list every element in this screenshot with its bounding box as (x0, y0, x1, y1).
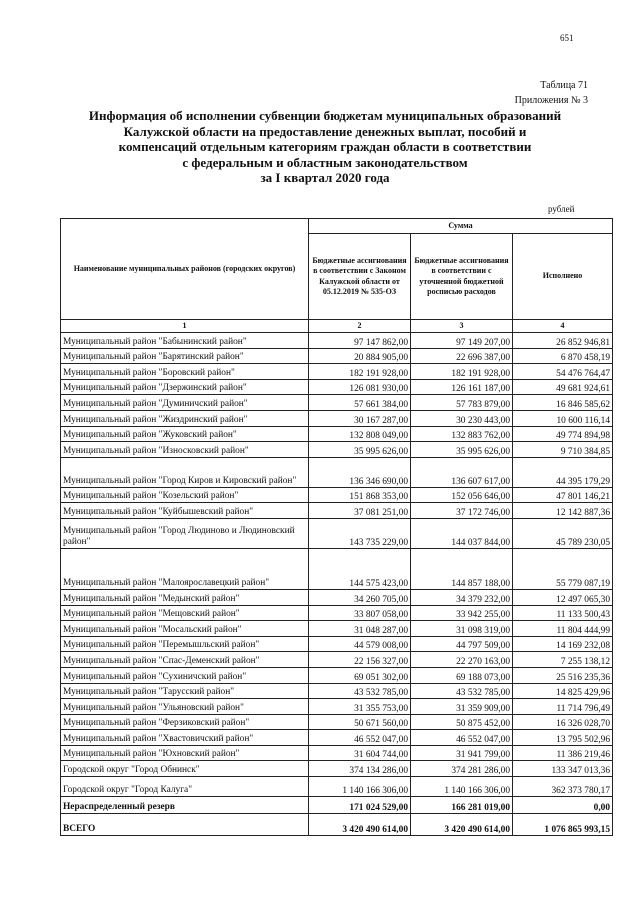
row-budget-law: 143 735 229,00 (309, 518, 411, 548)
table-row (61, 714, 613, 730)
appendix-label: Приложения № 3 (514, 95, 588, 106)
row-budget-law: 43 532 785,00 (309, 683, 411, 699)
row-budget-refined: 182 191 928,00 (411, 364, 513, 380)
row-budget-law: 144 575 423,00 (309, 548, 411, 589)
row-name: Муниципальный район "Тарусский район" (61, 683, 309, 699)
row-executed: 11 133 500,43 (513, 605, 613, 621)
table-row (61, 699, 613, 715)
row-name: Муниципальный район "Спас-Деменский район" (61, 652, 309, 668)
row-budget-refined: 144 857 188,00 (411, 548, 513, 589)
row-budget-law: 69 051 302,00 (309, 667, 411, 683)
row-budget-law: 37 081 251,00 (309, 503, 411, 519)
row-budget-law: 22 156 327,00 (309, 652, 411, 668)
header-col2: Бюджетные ассигнования в соответствии с Законом Калужской области от 05.12.2019 № 535-ОЗ (309, 234, 411, 320)
header-num-4: 4 (513, 320, 613, 333)
row-budget-refined: 43 532 785,00 (411, 683, 513, 699)
row-budget-refined: 31 098 319,00 (411, 621, 513, 637)
subvention-table (60, 218, 613, 836)
header-col4: Исполнено (513, 234, 613, 320)
row-name: Муниципальный район "Перемышльский район" (61, 636, 309, 652)
table-row (61, 683, 613, 699)
row-executed: 11 804 444,99 (513, 621, 613, 637)
table-row (61, 442, 613, 458)
row-executed: 12 142 887,36 (513, 503, 613, 519)
row-executed: 7 255 138,12 (513, 652, 613, 668)
row-budget-refined: 97 149 207,00 (411, 333, 513, 349)
row-executed: 0,00 (513, 797, 613, 814)
table-row (61, 426, 613, 442)
table-row (61, 487, 613, 503)
row-budget-refined: 44 797 509,00 (411, 636, 513, 652)
row-name: Муниципальный район "Барятинский район" (61, 348, 309, 364)
row-budget-refined: 30 230 443,00 (411, 410, 513, 426)
row-budget-refined: 136 607 617,00 (411, 457, 513, 487)
row-budget-law: 31 604 744,00 (309, 745, 411, 761)
row-name: Муниципальный район "Медынский район" (61, 589, 309, 605)
header-col3: Бюджетные ассигнования в соответствии с уточненной бюджетной росписью расходов (411, 234, 513, 320)
row-executed: 49 774 894,98 (513, 426, 613, 442)
row-name: Муниципальный район "Жиздринский район" (61, 410, 309, 426)
row-name: Муниципальный район "Дзержинский район" (61, 379, 309, 395)
row-name: Муниципальный район "Жуковский район" (61, 426, 309, 442)
table-row (61, 410, 613, 426)
row-name: Муниципальный район "Город Киров и Кировский район" (61, 457, 309, 487)
header-sum: Сумма (309, 219, 613, 234)
row-executed: 47 801 146,21 (513, 487, 613, 503)
table-row (61, 379, 613, 395)
row-budget-law: 374 134 286,00 (309, 761, 411, 777)
row-budget-refined: 35 995 626,00 (411, 442, 513, 458)
table-row (61, 777, 613, 797)
row-name: Муниципальный район "Ульяновский район" (61, 699, 309, 715)
row-budget-law: 1 140 166 306,00 (309, 777, 411, 797)
row-budget-law: 20 884 905,00 (309, 348, 411, 364)
row-name: Муниципальный район "Куйбышевский район" (61, 503, 309, 519)
table-row-reserve (61, 797, 613, 814)
table-row (61, 364, 613, 380)
row-budget-law: 46 552 047,00 (309, 730, 411, 746)
table-row (61, 761, 613, 777)
table-label-block (515, 78, 588, 108)
header-num-1: 1 (61, 320, 309, 333)
document-title (60, 108, 590, 186)
title-line: Информация об исполнении субвенции бюджетам муниципальных образований (88, 108, 562, 123)
header-num-3: 3 (411, 320, 513, 333)
row-budget-law: 132 808 049,00 (309, 426, 411, 442)
row-budget-refined: 22 270 163,00 (411, 652, 513, 668)
row-budget-refined: 166 281 019,00 (411, 797, 513, 814)
table-row (61, 605, 613, 621)
row-executed: 1 076 865 993,15 (513, 814, 613, 836)
table-label: Таблица 71 (540, 80, 588, 91)
title-line: за I квартал 2020 года (260, 170, 390, 185)
table-row (61, 621, 613, 637)
row-executed: 45 789 230,05 (513, 518, 613, 548)
row-budget-law: 34 260 705,00 (309, 589, 411, 605)
row-budget-law: 151 868 353,00 (309, 487, 411, 503)
row-name: Муниципальный район "Износковский район" (61, 442, 309, 458)
row-executed: 11 714 796,49 (513, 699, 613, 715)
row-budget-law: 31 048 287,00 (309, 621, 411, 637)
title-line: компенсаций отдельным категориям граждан области в соответствии (118, 139, 532, 154)
row-budget-law: 33 807 058,00 (309, 605, 411, 621)
row-name: Муниципальный район "Ферзиковский район" (61, 714, 309, 730)
row-executed: 362 373 780,17 (513, 777, 613, 797)
row-name: Муниципальный район "Бабынинский район" (61, 333, 309, 349)
row-name: ВСЕГО (61, 814, 309, 836)
row-budget-refined: 69 188 073,00 (411, 667, 513, 683)
row-budget-law: 97 147 862,00 (309, 333, 411, 349)
row-executed: 25 516 235,36 (513, 667, 613, 683)
row-budget-refined: 46 552 047,00 (411, 730, 513, 746)
table-row-total (61, 814, 613, 836)
table-body (61, 333, 613, 836)
title-line: Калужской области на предоставление денежных выплат, пособий и (123, 123, 527, 139)
row-name: Городской округ "Город Обнинск" (61, 761, 309, 777)
row-budget-law: 57 661 384,00 (309, 395, 411, 411)
row-executed: 16 326 028,70 (513, 714, 613, 730)
row-executed: 12 497 065,30 (513, 589, 613, 605)
row-name: Муниципальный район "Козельский район" (61, 487, 309, 503)
row-budget-refined: 144 037 844,00 (411, 518, 513, 548)
table-row (61, 745, 613, 761)
row-executed: 133 347 013,36 (513, 761, 613, 777)
row-executed: 55 779 087,19 (513, 548, 613, 589)
title-line: с федеральным и областным законодательством (182, 154, 468, 170)
row-executed: 13 795 502,96 (513, 730, 613, 746)
table-row (61, 518, 613, 548)
row-budget-refined: 50 875 452,00 (411, 714, 513, 730)
table-row (61, 457, 613, 487)
row-budget-refined: 126 161 187,00 (411, 379, 513, 395)
page-number: 651 (560, 33, 574, 43)
row-executed: 54 476 764,47 (513, 364, 613, 380)
row-budget-refined: 37 172 746,00 (411, 503, 513, 519)
row-executed: 14 169 232,08 (513, 636, 613, 652)
row-budget-law: 35 995 626,00 (309, 442, 411, 458)
row-budget-law: 136 346 690,00 (309, 457, 411, 487)
row-budget-refined: 1 140 166 306,00 (411, 777, 513, 797)
row-budget-refined: 34 379 232,00 (411, 589, 513, 605)
row-budget-refined: 31 359 909,00 (411, 699, 513, 715)
row-budget-law: 50 671 560,00 (309, 714, 411, 730)
row-name: Муниципальный район "Хвастовичский район" (61, 730, 309, 746)
unit-label: рублей (548, 204, 575, 214)
row-budget-refined: 33 942 255,00 (411, 605, 513, 621)
row-name: Городской округ "Город Калуга" (61, 777, 309, 797)
row-budget-law: 182 191 928,00 (309, 364, 411, 380)
row-executed: 44 395 179,29 (513, 457, 613, 487)
row-name: Муниципальный район "Боровский район" (61, 364, 309, 380)
row-executed: 10 600 116,14 (513, 410, 613, 426)
table-row (61, 636, 613, 652)
row-budget-refined: 374 281 286,00 (411, 761, 513, 777)
table-row (61, 652, 613, 668)
row-budget-refined: 152 056 646,00 (411, 487, 513, 503)
row-budget-refined: 31 941 799,00 (411, 745, 513, 761)
row-executed: 6 870 458,19 (513, 348, 613, 364)
row-name: Нераспределенный резерв (61, 797, 309, 814)
row-executed: 11 386 219,46 (513, 745, 613, 761)
row-budget-law: 126 081 930,00 (309, 379, 411, 395)
row-executed: 49 681 924,61 (513, 379, 613, 395)
row-budget-refined: 132 883 762,00 (411, 426, 513, 442)
row-name: Муниципальный район "Думиничский район" (61, 395, 309, 411)
table-row (61, 589, 613, 605)
row-name: Муниципальный район "Малоярославецкий район" (61, 548, 309, 589)
table-row (61, 548, 613, 589)
row-executed: 14 825 429,96 (513, 683, 613, 699)
row-budget-law: 44 579 008,00 (309, 636, 411, 652)
row-executed: 26 852 946,81 (513, 333, 613, 349)
row-budget-refined: 57 783 879,00 (411, 395, 513, 411)
table-row (61, 395, 613, 411)
row-budget-law: 171 024 529,00 (309, 797, 411, 814)
row-name: Муниципальный район "Мещовский район" (61, 605, 309, 621)
row-name: Муниципальный район "Сухиничский район" (61, 667, 309, 683)
header-name: Наименование муниципальных районов (городских округов) (61, 219, 309, 320)
table-row (61, 730, 613, 746)
row-budget-refined: 22 696 387,00 (411, 348, 513, 364)
row-budget-refined: 3 420 490 614,00 (411, 814, 513, 836)
row-name: Муниципальный район "Юхновский район" (61, 745, 309, 761)
table-row (61, 348, 613, 364)
row-budget-law: 3 420 490 614,00 (309, 814, 411, 836)
table-row (61, 667, 613, 683)
row-budget-law: 30 167 287,00 (309, 410, 411, 426)
row-name: Муниципальный район "Мосальский район" (61, 621, 309, 637)
row-name: Муниципальный район "Город Людиново и Людиновский район" (61, 518, 309, 548)
row-executed: 16 846 585,62 (513, 395, 613, 411)
table-row (61, 333, 613, 349)
row-budget-law: 31 355 753,00 (309, 699, 411, 715)
row-executed: 9 710 384,85 (513, 442, 613, 458)
table-row (61, 503, 613, 519)
header-num-2: 2 (309, 320, 411, 333)
